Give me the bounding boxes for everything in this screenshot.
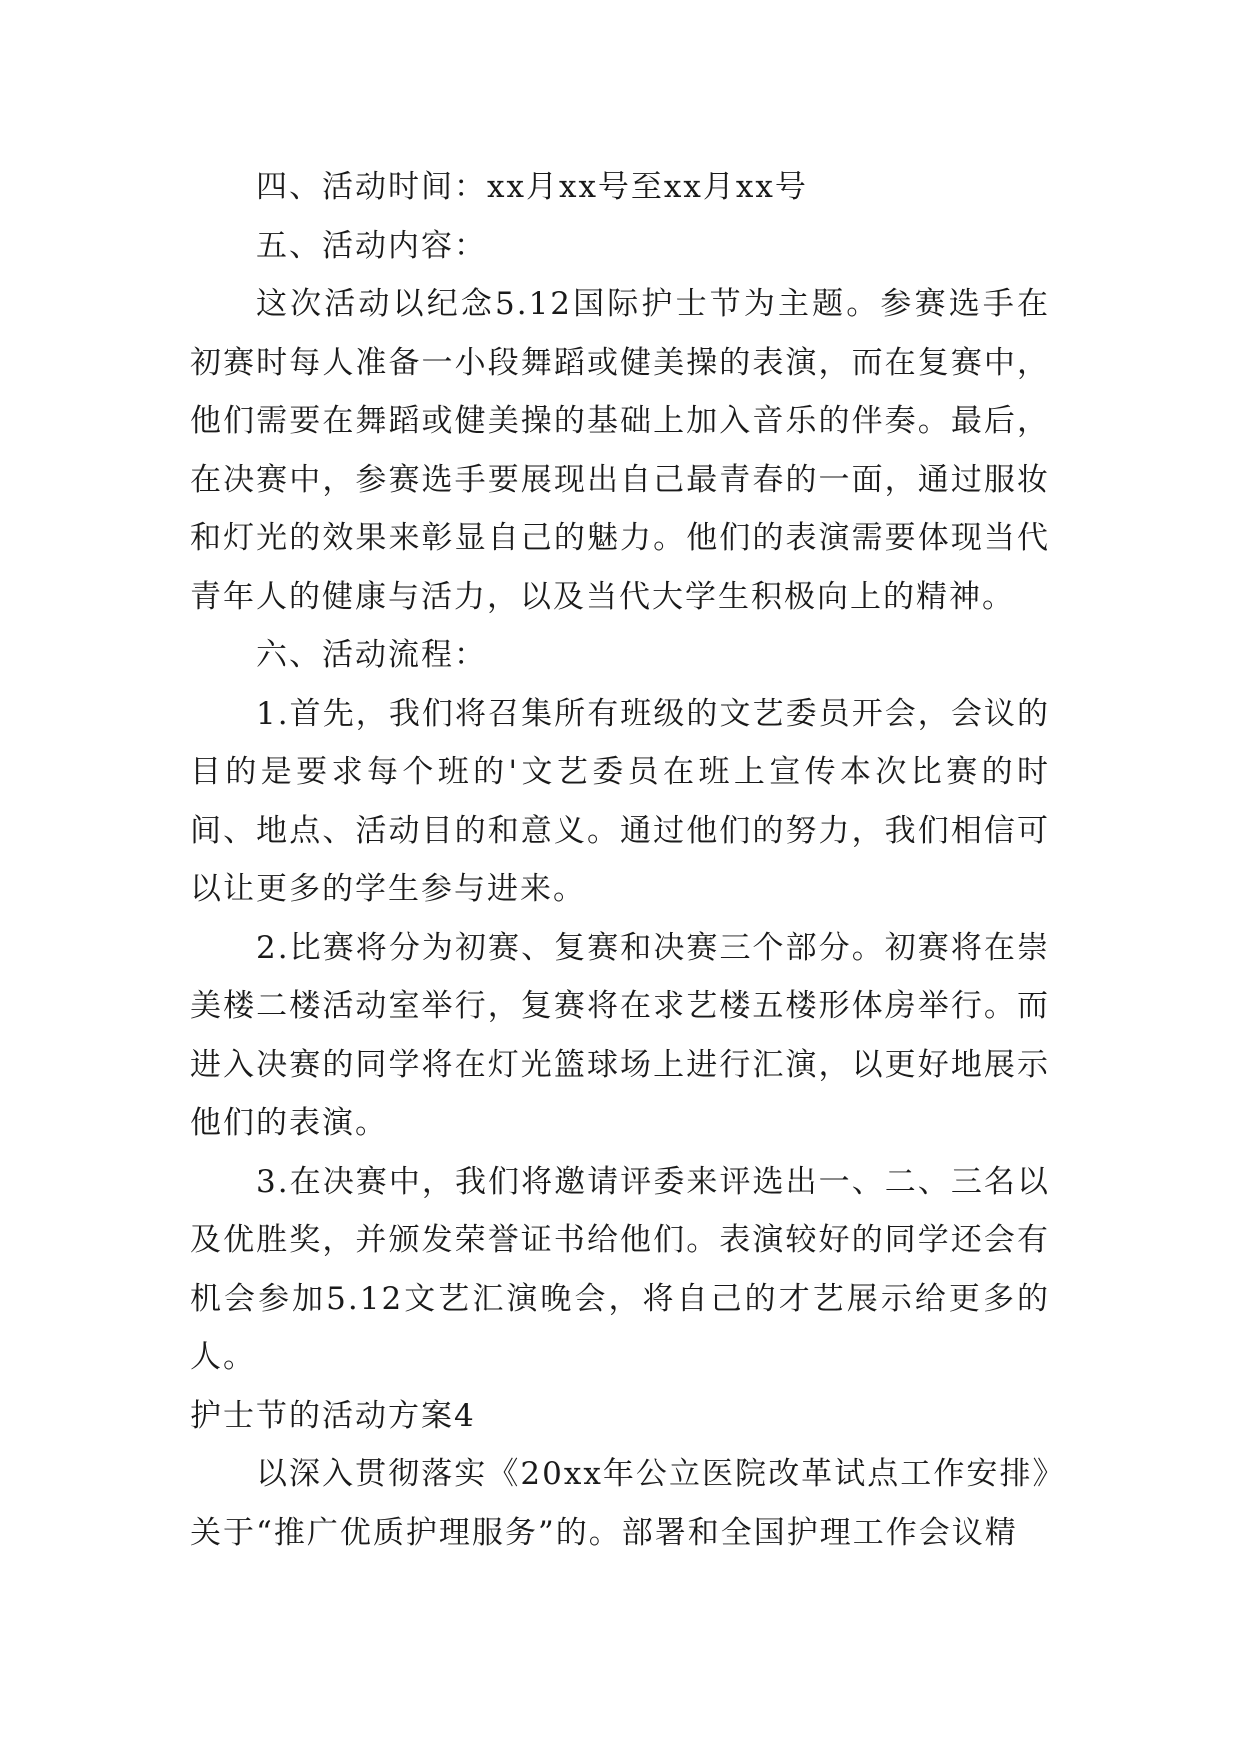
paragraph-activity-content: 这次活动以纪念5.12国际护士节为主题。参赛选手在初赛时每人准备一小段舞蹈或健美操的表演，而在复赛中，他们需要在舞蹈或健美操的基础上加入音乐的伴奏。最后，在决赛中，参赛选手要展现出自己最青春的一面，通过服妆和灯光的效果来彰显自己的魅力。他们的表演需要体现当代青年人的健康与活力，以及当代大学生积极向上的精神。 (190, 286, 1050, 615)
paragraph-process-step-1: 1.首先，我们将召集所有班级的文艺委员开会，会议的目的是要求每个班的'文艺委员在班上宣传本次比赛的时间、地点、活动目的和意义。通过他们的努力，我们相信可以让更多的学生参与进来。 (190, 695, 1050, 907)
paragraph-plan-4-intro: 以深入贯彻落实《20xx年公立医院改革试点工作安排》关于“推广优质护理服务”的。部署和全国护理工作会议精 (190, 1456, 1050, 1551)
section-title: 护士节的活动方案4 (190, 1397, 476, 1434)
paragraph-activity-content-heading: 五、活动内容： (256, 227, 487, 264)
paragraph-activity-process-heading: 六、活动流程： (256, 637, 487, 673)
paragraph-activity-time: 四、活动时间：xx月xx号至xx月xx号 (256, 169, 808, 205)
paragraph-process-step-2: 2.比赛将分为初赛、复赛和决赛三个部分。初赛将在崇美楼二楼活动室举行，复赛将在求艺楼五楼形体房举行。而进入决赛的同学将在灯光篮球场上进行汇演，以更好地展示他们的表演。 (190, 929, 1050, 1141)
document-body (190, 158, 1050, 1562)
paragraph-process-step-3: 3.在决赛中，我们将邀请评委来评选出一、二、三名以及优胜奖，并颁发荣誉证书给他们。表演较好的同学还会有机会参加5.12文艺汇演晚会，将自己的才艺展示给更多的人。 (190, 1163, 1050, 1375)
